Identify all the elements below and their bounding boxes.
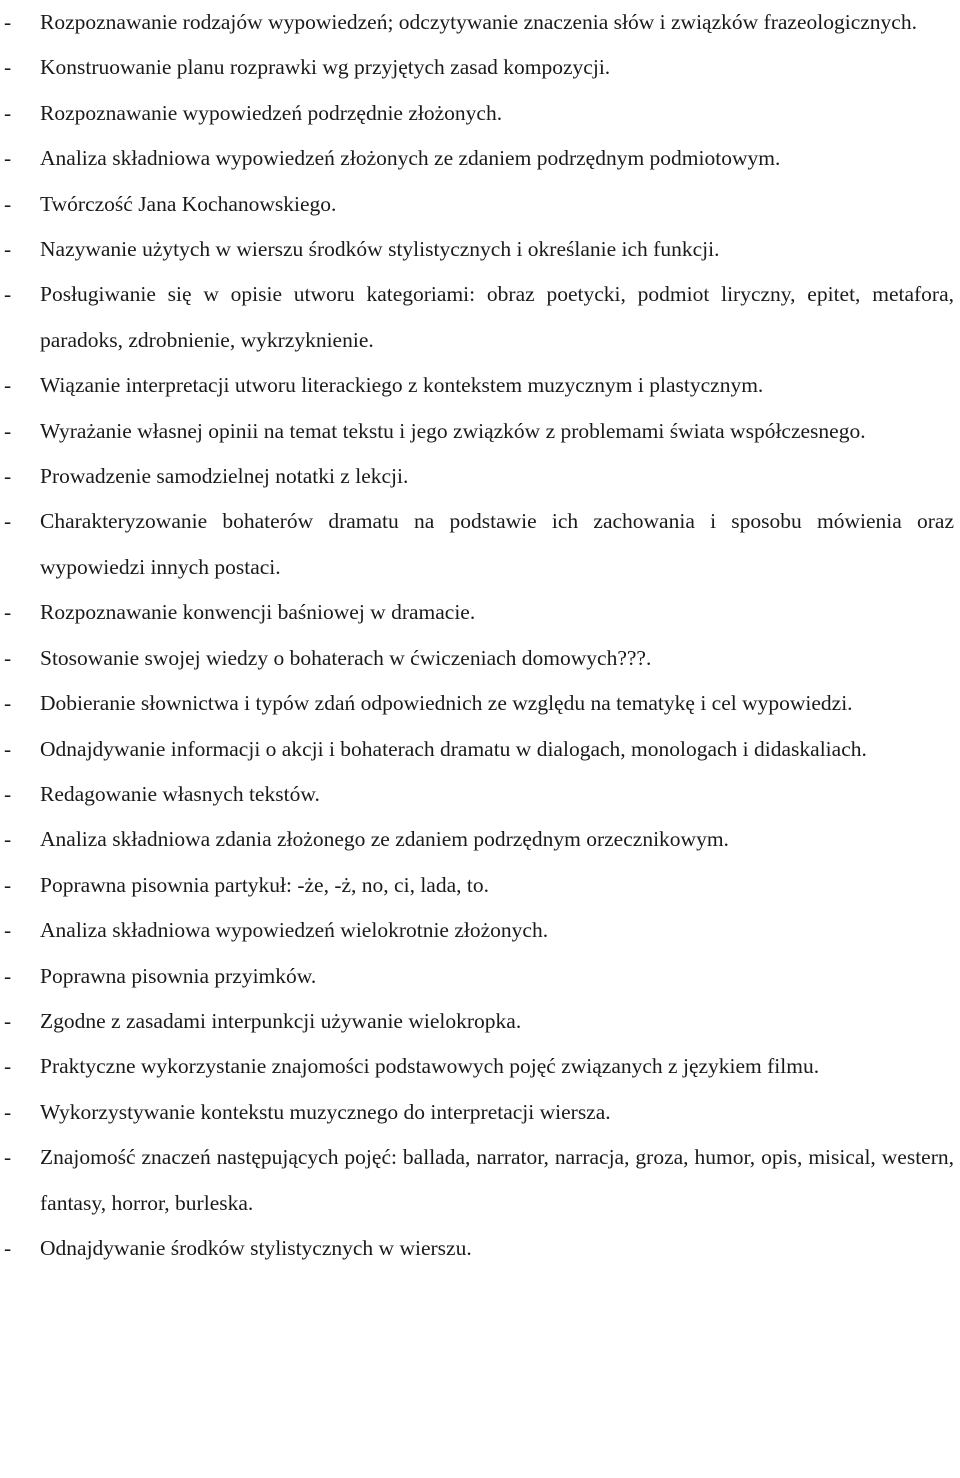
list-item-text: Praktyczne wykorzystanie znajomości podstawowych pojęć związanych z językiem filmu. — [40, 1054, 820, 1079]
list-item-text: Znajomość znaczeń następujących pojęć: ballada, narrator, narracja, groza, humor, opis, misical, western, fantasy, horror, burleska. — [40, 1145, 954, 1215]
list-item-text: Analiza składniowa zdania złożonego ze zdaniem podrzędnym orzecznikowym. — [40, 827, 729, 852]
list-item — [0, 409, 960, 454]
list-item — [0, 727, 960, 772]
bullet-dash: - — [4, 827, 12, 852]
list-item — [0, 227, 960, 272]
list-item — [0, 1135, 960, 1226]
list-item-text: Odnajdywanie informacji o akcji i bohaterach dramatu w dialogach, monologach i didaskaliach. — [40, 736, 867, 761]
bullet-dash: - — [4, 146, 12, 171]
list-item-text: Zgodne z zasadami interpunkcji używanie wielokropka. — [40, 1008, 522, 1033]
list-item-text: Wiązanie interpretacji utworu literackiego z kontekstem muzycznym i plastycznym. — [40, 373, 764, 398]
list-item — [0, 182, 960, 227]
list-item-text: Rozpoznawanie rodzajów wypowiedzeń; odczytywanie znaczenia słów i związków frazeologicznych. — [40, 10, 917, 34]
list-item-text: Redagowanie własnych tekstów. — [40, 781, 320, 806]
list-item-text: Dobieranie słownictwa i typów zdań odpowiednich ze względu na tematykę i cel wypowiedzi. — [40, 691, 853, 716]
list-item — [0, 954, 960, 999]
list-item — [0, 45, 960, 90]
list-item-text: Poprawna pisownia przyimków. — [40, 963, 317, 988]
list-item-text: Odnajdywanie środków stylistycznych w wierszu. — [40, 1235, 472, 1260]
list-item-text: Stosowanie swojej wiedzy o bohaterach w ćwiczeniach domowych???. — [40, 645, 652, 670]
list-item-text: Prowadzenie samodzielnej notatki z lekcji. — [40, 464, 409, 489]
list-item — [0, 91, 960, 136]
bullet-dash: - — [4, 1054, 12, 1079]
list-item-text: Charakteryzowanie bohaterów dramatu na podstawie ich zachowania i sposobu mówienia oraz wypowiedzi innych postaci. — [40, 509, 954, 579]
list-item — [0, 499, 960, 590]
bullet-dash: - — [4, 645, 12, 670]
list-item-text: Rozpoznawanie wypowiedzeń podrzędnie złożonych. — [40, 100, 503, 125]
bullet-dash: - — [4, 191, 12, 216]
list-item — [0, 772, 960, 817]
bullet-dash: - — [4, 418, 12, 443]
list-item — [0, 681, 960, 726]
list-item — [0, 272, 960, 363]
list-item-text: Wykorzystywanie kontekstu muzycznego do interpretacji wiersza. — [40, 1099, 611, 1124]
bullet-dash: - — [4, 1008, 12, 1033]
bullet-dash: - — [4, 736, 12, 761]
list-item-text: Nazywanie użytych w wierszu środków stylistycznych i określanie ich funkcji. — [40, 237, 720, 262]
list-item-text: Poprawna pisownia partykuł: -że, -ż, no, ci, lada, to. — [40, 872, 489, 897]
bullet-dash: - — [4, 10, 12, 34]
bullet-dash: - — [4, 282, 12, 307]
bullet-dash: - — [4, 100, 12, 125]
list-item — [0, 363, 960, 408]
bullet-dash: - — [4, 509, 12, 534]
bullet-dash: - — [4, 464, 12, 489]
list-item — [0, 999, 960, 1044]
list-item — [0, 817, 960, 862]
list-item-text: Analiza składniowa wypowiedzeń wielokrotnie złożonych. — [40, 918, 549, 943]
list-item — [0, 863, 960, 908]
bullet-dash: - — [4, 872, 12, 897]
bullet-dash: - — [4, 963, 12, 988]
list-item — [0, 454, 960, 499]
list-item-text: Posługiwanie się w opisie utworu kategoriami: obraz poetycki, podmiot liryczny, epitet, metafora, paradoks, zdrobnienie, wykrzyknienie. — [40, 282, 954, 352]
list-item-text: Analiza składniowa wypowiedzeń złożonych ze zdaniem podrzędnym podmiotowym. — [40, 146, 781, 171]
list-item — [0, 1044, 960, 1089]
bullet-dash: - — [4, 600, 12, 625]
list-item-text: Wyrażanie własnej opinii na temat tekstu i jego związków z problemami świata współczesnego. — [40, 418, 866, 443]
bullet-dash: - — [4, 1099, 12, 1124]
bullet-dash: - — [4, 55, 12, 80]
list-item — [0, 0, 960, 45]
bullet-dash: - — [4, 373, 12, 398]
bullet-dash: - — [4, 1145, 12, 1170]
bullet-dash: - — [4, 1235, 12, 1260]
list-item-text: Twórczość Jana Kochanowskiego. — [40, 191, 337, 216]
list-item — [0, 908, 960, 953]
list-item-text: Rozpoznawanie konwencji baśniowej w dramacie. — [40, 600, 476, 625]
list-item — [0, 636, 960, 681]
bullet-dash: - — [4, 237, 12, 262]
bullet-dash: - — [4, 781, 12, 806]
bullet-dash: - — [4, 918, 12, 943]
list-item — [0, 1226, 960, 1271]
list-item — [0, 136, 960, 181]
list-item — [0, 590, 960, 635]
list-item — [0, 1090, 960, 1135]
list-item-text: Konstruowanie planu rozprawki wg przyjętych zasad kompozycji. — [40, 55, 611, 80]
bullet-dash: - — [4, 691, 12, 716]
